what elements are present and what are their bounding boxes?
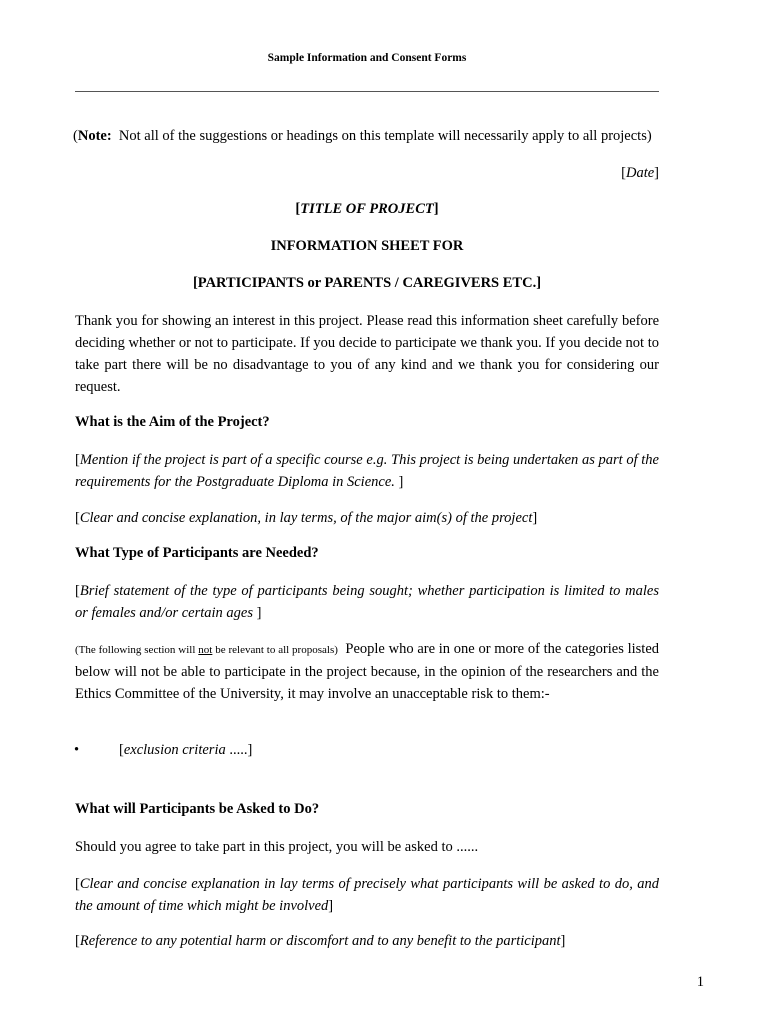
date-placeholder: [Date] (621, 165, 659, 181)
aim-paragraph-1: [Mention if the project is part of a specific course e.g. This project is being undertaken as part of the requirements for the Postgraduate Diploma in Science. ] (75, 452, 659, 490)
participants-paragraph-1: [Brief statement of the type of participants being sought; whether participation is limited to males or females and/or certain ages ] (75, 583, 659, 621)
info-sheet-heading: INFORMATION SHEET FOR (270, 238, 464, 254)
note-text: Not all of the suggestions or headings on this template will necessarily apply to all projects) (118, 128, 652, 144)
aim-heading: What is the Aim of the Project? (75, 414, 270, 430)
audience-heading: [PARTICIPANTS or PARENTS / CAREGIVERS ETC.] (192, 275, 542, 291)
project-title-placeholder: [TITLE OF PROJECT] (295, 201, 439, 217)
note-open-paren: ( (73, 128, 78, 144)
asked-paragraph-3: [Reference to any potential harm or discomfort and to any benefit to the participant] (75, 933, 566, 949)
bullet-symbol: • (74, 742, 80, 758)
exclusion-criteria-item: [exclusion criteria .....] (119, 742, 253, 758)
page-number: 1 (696, 974, 704, 990)
aim-paragraph-2: [Clear and concise explanation, in lay terms, of the major aim(s) of the project] (75, 510, 538, 526)
relevance-note: (The following section will not be relevant to all proposals) (75, 644, 338, 656)
template-note (73, 128, 713, 145)
asked-paragraph-1: Should you agree to take part in this project, you will be asked to ...... (75, 839, 479, 855)
page-header-title: Sample Information and Consent Forms (267, 52, 467, 64)
note-label: Note: (77, 128, 112, 144)
participants-paragraph-2: (The following section will not be relevant to all proposals) People who are in one or more of the categories listed below will not be able to participate in the project because, in the opinion of the researchers and the Ethics Committee of the University, it may involve an unacceptable risk to them:- (75, 641, 660, 702)
participants-heading: What Type of Participants are Needed? (75, 545, 319, 561)
header-divider (75, 91, 659, 92)
intro-paragraph: Thank you for showing an interest in this project. Please read this information sheet carefully before deciding whether or not to participate. If you decide to participate we thank you. If you decide not to take part there will be no disadvantage to you of any kind and we thank you for considering our request. (75, 313, 659, 395)
asked-paragraph-2: [Clear and concise explanation in lay terms of precisely what participants will be asked to do, and the amount of time which might be involved] (75, 876, 659, 914)
asked-heading: What will Participants be Asked to Do? (75, 801, 320, 817)
